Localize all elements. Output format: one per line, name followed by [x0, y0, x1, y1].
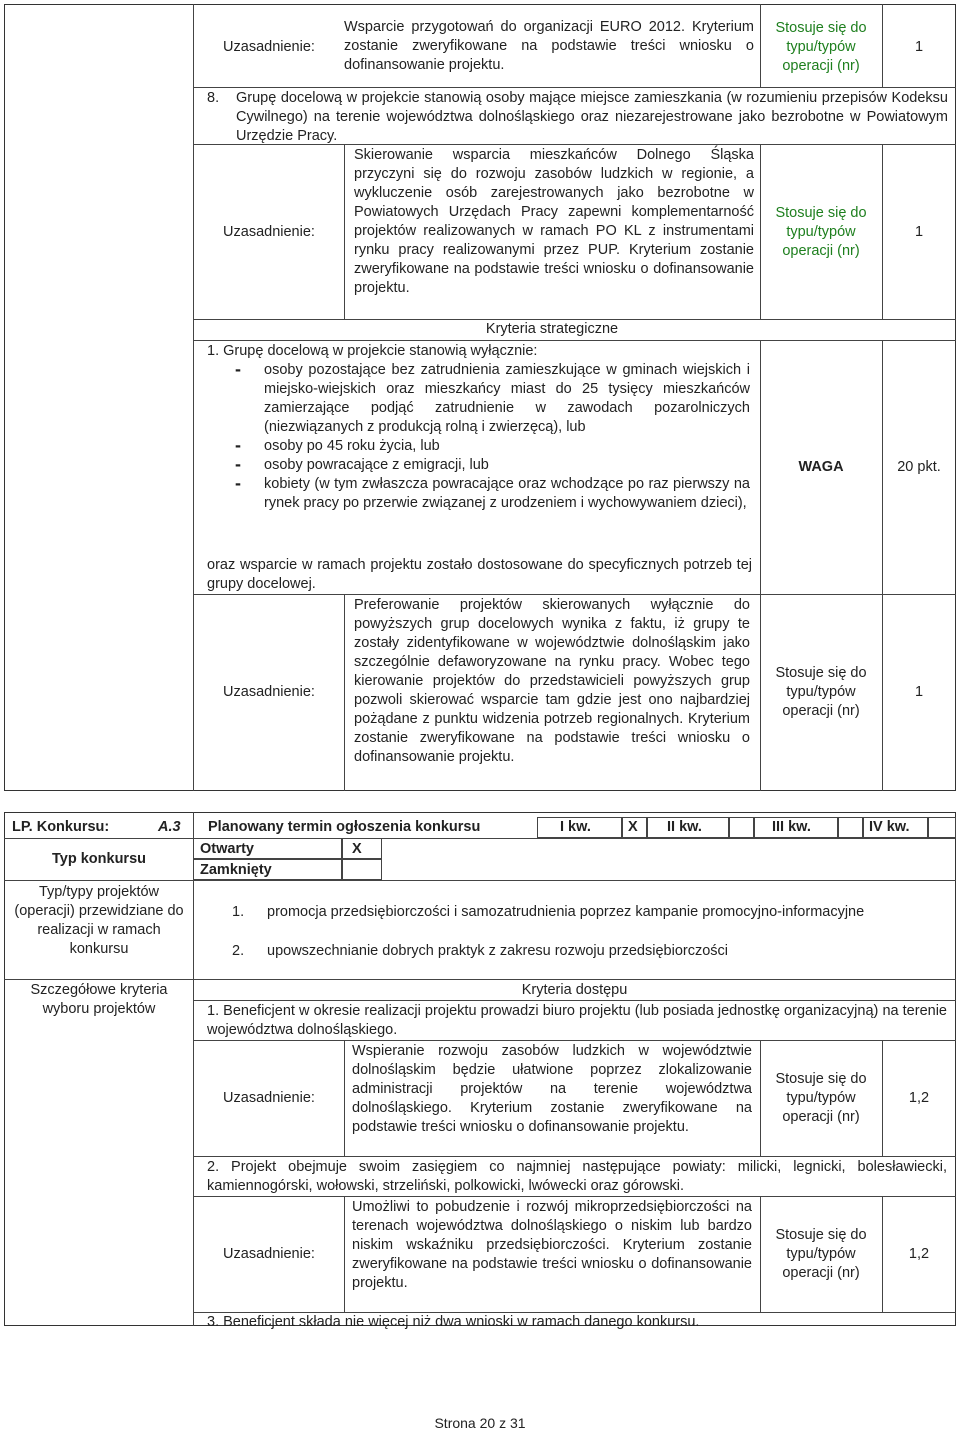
uzasadnienie-label-text: Uzasadnienie:: [223, 1090, 315, 1106]
justification-text: Preferowanie projektów skierowanych wyłącznie do powyższych grup docelowych wynika z faktu, iż grupy te zostały zidentyfikowane w województwie dolnośląskim jako szczególnie defaworyzowane na rynku pracy. Wobec tego kierowanie projektów do przedstawicieli powyższych grup pozwoli skierować wsparcie tam gdzie jest ono najbardziej pożądane z punktu widzenia potrzeb regionalnych. Kryterium zostanie zweryfikowane na podstawie treści wniosku o dofinansowanie projektu.: [354, 597, 750, 765]
target-group-list: [232, 361, 750, 513]
uzasadnienie-label: [194, 1041, 344, 1156]
uzasadnienie-label-text: Uzasadnienie:: [223, 223, 315, 240]
operation-nr-text: 1: [914, 38, 924, 55]
target-group-item: [232, 456, 750, 475]
applies-to-types: [762, 1197, 880, 1312]
top-row-rule-1: [193, 87, 956, 88]
waga-value-column-rule: [882, 340, 883, 594]
project-type-text: promocja przedsiębiorczości i samozatrudnienia poprzez kampanie promocyjno-informacyjne: [267, 904, 865, 920]
access-criterion-1: [207, 1002, 947, 1040]
competition-type-label: [5, 839, 193, 879]
applies-to-types: [762, 595, 880, 790]
competition-type-rule: [4, 880, 956, 881]
c1-just-rule-right: [882, 1040, 883, 1156]
target-group-item: [232, 437, 750, 456]
access-criterion-3: 3. Beneficjent składa nie więcej niż dwa wnioski w ramach danego konkursu.: [207, 1314, 700, 1330]
uzasadnienie-label-text: Uzasadnienie:: [223, 1246, 315, 1262]
top-nr-column-rule-1: [882, 4, 883, 88]
c2-just-rule-mid: [760, 1196, 761, 1312]
target-group-text: osoby powracające z emigracji, lub: [264, 457, 489, 473]
operation-nr: [884, 145, 954, 319]
operation-nr-text: 1: [914, 223, 924, 240]
quarter-label: III kw.: [772, 819, 811, 835]
uzasadnienie-label-text: Uzasadnienie:: [223, 684, 315, 700]
applies-to-types: [762, 145, 880, 319]
applies-to-types-text: Stosuje się do typu/typów operacji (nr): [775, 1071, 867, 1125]
open-option-checkbox[interactable]: [342, 838, 382, 859]
access-criterion-2-text: 2. Projekt obejmuje swoim zasięgiem co najmniej następujące powiaty: milicki, legnicki, bolesławiecki, kamiennogórski, wołowski, strzeliński, polkowicki, lwówecki oraz górowski.: [207, 1159, 947, 1194]
lp-konkursu-value: A.3: [158, 819, 181, 835]
target-group-item: [232, 361, 750, 437]
applies-to-types-text: Stosuje się do typu/typów operacji (nr): [775, 665, 867, 719]
c1-just-rule-left: [344, 1040, 345, 1156]
project-types-rule: [4, 979, 956, 980]
dash-bullet: -: [235, 473, 241, 493]
dash-bullet: -: [235, 359, 241, 379]
block3-rule-left: [344, 594, 345, 791]
competition-type-label-text: Typ konkursu: [52, 850, 146, 867]
dash-bullet: -: [235, 435, 241, 455]
justification-text: Wspieranie rozwoju zasobów ludzkich w województwie dolnośląskim będzie ułatwione poprzez zlokalizowanie administracji projektów na terenie województwa dolnośląskiego. Kryterium zostanie zweryfikowane na podstawie treści wniosku o dofinansowanie projektu.: [352, 1043, 752, 1135]
block2-rule-left: [344, 144, 345, 319]
quarter-mark-cell[interactable]: [729, 817, 754, 838]
uzasadnienie-label: [194, 145, 344, 319]
operation-nr: [884, 8, 954, 86]
access-criterion-1-text: 1. Beneficjent w okresie realizacji projektu prowadzi biuro projektu (lub posiada jednostkę organizacyjną) na terenie województwa dolnośląskiego.: [207, 1003, 947, 1038]
waga-label-text: WAGA: [798, 458, 844, 475]
strategic-1-outro: oraz wsparcie w ramach projektu zostało dostosowane do specyficznych potrzeb tej grupy docelowej.: [207, 557, 752, 592]
applies-to-types-text: Stosuje się do typu/typów operacji (nr): [775, 204, 867, 259]
header-rule: [193, 812, 194, 838]
block3-rule-right: [882, 594, 883, 791]
project-types-label: Typ/typy projektów (operacji) przewidziane do realizacji w ramach konkursu: [14, 884, 184, 957]
waga-label: [762, 341, 880, 593]
quarter-label: II kw.: [667, 819, 702, 835]
operation-nr-text: 1: [914, 684, 924, 700]
target-group-text: osoby pozostające bez zatrudnienia zamieszkujące w gminach wiejskich i miejsko-wiejskich oraz mieszkańcy miast do 25 tysięcy mieszkańców zamierzające podjąć zatrudnienie w zawodach pozarolniczych (niezwiązanych z produkcją rolną i zwierzęcą), lub: [264, 362, 750, 435]
applies-to-types: [762, 8, 880, 86]
strategic-1-intro: 1. Grupę docelową w projekcie stanowią wyłącznie:: [207, 343, 538, 359]
applies-to-types: [762, 1041, 880, 1156]
waga-value: [884, 341, 954, 593]
block2-rule-mid: [760, 144, 761, 319]
quarter-mark: X: [628, 819, 638, 835]
access-criterion-2: [207, 1158, 947, 1196]
detailed-criteria-label: Szczegółowe kryteria wyboru projektów: [30, 982, 168, 1017]
operation-nr-text: 1,2: [908, 1090, 930, 1106]
c2-just-rule-left: [344, 1196, 345, 1312]
uzasadnienie-label: [194, 1197, 344, 1312]
c2-just-rule-right: [882, 1196, 883, 1312]
quarter-mark-cell[interactable]: [928, 817, 956, 838]
c1-just-rule-bottom: [193, 1156, 956, 1157]
operation-nr-text: 1,2: [908, 1246, 930, 1262]
uzasadnienie-label: [194, 8, 344, 86]
uzasadnienie-label: [194, 595, 344, 790]
block2-rule-right: [882, 144, 883, 319]
c1-just-rule-mid: [760, 1040, 761, 1156]
uzasadnienie-label-text: Uzasadnienie:: [223, 38, 315, 55]
access-criteria-heading: Kryteria dostępu: [521, 982, 628, 998]
lp-konkursu-label: LP. Konkursu:: [12, 819, 110, 835]
project-type-text: upowszechnianie dobrych praktyk z zakresu rozwoju przedsiębiorczości: [267, 943, 728, 959]
quarter-mark-cell[interactable]: [838, 817, 863, 838]
quarter-label: I kw.: [560, 819, 591, 835]
open-option-label: Otwarty: [200, 841, 254, 857]
planned-date-label: Planowany termin ogłoszenia konkursu: [208, 819, 481, 835]
justification-text: Skierowanie wsparcia mieszkańców Dolnego Śląska przyczyni się do rozwoju zasobów ludzkich w regionie, a wykluczenie osób zarejestrowanych jako bezrobotne w Powiatowych Urzędach Pracy zapewni komplementarność projektów realizowanych w ramach PO KL z instrumentami rynku pracy realizowanymi przez PUP. Kryterium zostanie zweryfikowane na podstawie treści wniosku o dofinansowanie projektu.: [354, 147, 754, 296]
strategic-criteria-heading: Kryteria strategiczne: [485, 321, 619, 337]
page-number: Strona 20 z 31: [434, 1415, 526, 1431]
criterion-8-number: 8.: [207, 90, 220, 106]
criterion-8-text: Grupę docelową w projekcie stanowią osoby mające miejsce zamieszkania (w rozumieniu przepisów Kodeksu Cywilnego) na terenie województwa dolnośląskiego oraz niezarejestrowane jako bezrobotne w Powiatowym Urzędzie Pracy.: [236, 90, 948, 144]
target-group-text: osoby po 45 roku życia, lub: [264, 438, 440, 454]
project-type-number: 2.: [232, 943, 245, 959]
access-heading-rule: [193, 1000, 956, 1001]
closed-option-checkbox[interactable]: [342, 859, 382, 880]
justification-text: Umożliwi to pobudzenie i rozwój mikroprzedsiębiorczości na terenach województwa dolnośląskiego o niskim lub bardzo niskim wskaźniku przedsiębiorczości. Kryterium zostanie zweryfikowane na podstawie treści wniosku o dofinansowanie projektu.: [352, 1199, 752, 1291]
open-option-mark: X: [352, 841, 362, 857]
operation-nr: [884, 1197, 954, 1312]
waga-value-text: 20 pkt.: [897, 458, 941, 475]
block3-rule-mid: [760, 594, 761, 791]
operation-nr: [884, 1041, 954, 1156]
top-applies-column-rule-1: [760, 4, 761, 88]
operation-nr: [884, 595, 954, 790]
dash-bullet: -: [235, 454, 241, 474]
closed-option-label: Zamknięty: [200, 862, 272, 878]
target-group-item: [232, 475, 750, 513]
applies-to-types-text: Stosuje się do typu/typów operacji (nr): [775, 1227, 867, 1281]
applies-to-types-text: Stosuje się do typu/typów operacji (nr): [775, 19, 867, 74]
justification-text: Wsparcie przygotowań do organizacji EURO 2012. Kryterium zostanie zweryfikowane na podstawie treści wniosku o dofinansowanie projektu.: [344, 19, 754, 73]
project-type-number: 1.: [232, 904, 245, 920]
quarter-label: IV kw.: [869, 819, 910, 835]
waga-column-rule: [760, 340, 761, 594]
target-group-text: kobiety (w tym zwłaszcza powracające oraz wchodzące po raz pierwszy na rynek pracy po przerwie związanej z urodzeniem i wychowywaniem dzieci),: [264, 476, 750, 511]
